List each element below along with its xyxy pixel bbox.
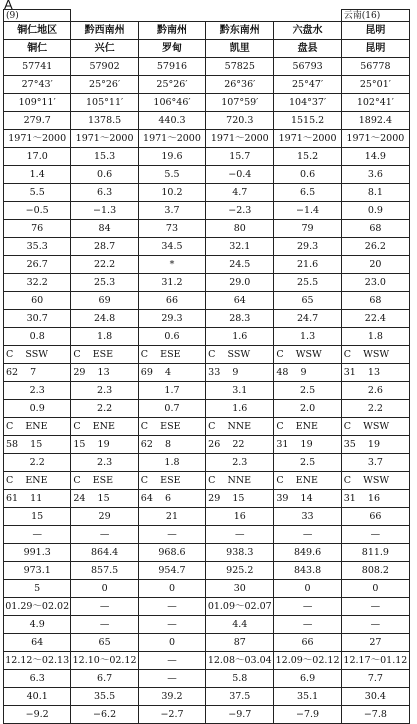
table-cell: 12.10～02.12 bbox=[71, 652, 138, 670]
table-cell: 57902 bbox=[71, 58, 138, 76]
table-row bbox=[4, 76, 410, 94]
table-cell: 69 bbox=[71, 292, 138, 310]
region-cell: 昆明 bbox=[341, 22, 409, 40]
table-cell: 12.12～02.13 bbox=[4, 652, 71, 670]
table-cell: 0 bbox=[341, 580, 409, 598]
table-cell: 0 bbox=[71, 580, 138, 598]
table-cell: 40.1 bbox=[4, 688, 71, 706]
table-cell: 864.4 bbox=[71, 544, 138, 562]
table-cell: C ENE bbox=[71, 418, 138, 436]
table-cell: 15.3 bbox=[71, 148, 138, 166]
table-cell: 39.2 bbox=[138, 688, 205, 706]
table-cell: 84 bbox=[71, 220, 138, 238]
table-cell: 12.17～01.12 bbox=[341, 652, 409, 670]
table-cell: 5.8 bbox=[206, 670, 274, 688]
table-cell: 68 bbox=[341, 292, 409, 310]
table-cell: 991.3 bbox=[4, 544, 71, 562]
table-cell: 21 bbox=[138, 508, 205, 526]
table-cell: C ENE bbox=[4, 418, 71, 436]
station-cell: 兴仁 bbox=[71, 40, 138, 58]
table-cell: 1971～2000 bbox=[341, 130, 409, 148]
table-cell: 0 bbox=[138, 580, 205, 598]
table-cell: 1971～2000 bbox=[4, 130, 71, 148]
table-cell: 64 6 bbox=[138, 490, 205, 508]
table-row bbox=[4, 634, 410, 652]
table-cell: 57741 bbox=[4, 58, 71, 76]
table-cell: 29.0 bbox=[206, 274, 274, 292]
station-cell: 铜仁 bbox=[4, 40, 71, 58]
table-cell: 25°01′ bbox=[341, 76, 409, 94]
table-cell: 105°11′ bbox=[71, 94, 138, 112]
table-cell: 26.2 bbox=[341, 238, 409, 256]
table-cell: 3.7 bbox=[138, 202, 205, 220]
table-cell: −7.8 bbox=[341, 706, 409, 724]
table-cell: 64 bbox=[4, 634, 71, 652]
table-cell: 19.6 bbox=[138, 148, 205, 166]
table-cell: 27 bbox=[341, 634, 409, 652]
table-row bbox=[4, 274, 410, 292]
table-cell: 65 bbox=[71, 634, 138, 652]
table-cell: — bbox=[274, 526, 341, 544]
table-cell: 24.5 bbox=[206, 256, 274, 274]
table-cell: 107°59′ bbox=[206, 94, 274, 112]
table-cell: — bbox=[4, 526, 71, 544]
table-cell: 29 15 bbox=[206, 490, 274, 508]
table-cell: 4.9 bbox=[4, 616, 71, 634]
table-cell: 66 bbox=[138, 292, 205, 310]
table-cell: C ESE bbox=[71, 472, 138, 490]
table-cell: 857.5 bbox=[71, 562, 138, 580]
table-cell: 279.7 bbox=[4, 112, 71, 130]
table-cell: 64 bbox=[206, 292, 274, 310]
table-row bbox=[4, 328, 410, 346]
table-cell: — bbox=[138, 526, 205, 544]
station-cell: 盘县 bbox=[274, 40, 341, 58]
table-cell: 2.5 bbox=[274, 454, 341, 472]
table-cell: 3.1 bbox=[206, 382, 274, 400]
table-cell: 1971～2000 bbox=[274, 130, 341, 148]
table-cell: 968.6 bbox=[138, 544, 205, 562]
table-row bbox=[4, 670, 410, 688]
table-cell: 68 bbox=[341, 220, 409, 238]
table-cell: 37.5 bbox=[206, 688, 274, 706]
table-row bbox=[4, 616, 410, 634]
table-row bbox=[4, 310, 410, 328]
table-cell: 2.3 bbox=[4, 382, 71, 400]
table-cell: 1378.5 bbox=[71, 112, 138, 130]
table-cell: 25°47′ bbox=[274, 76, 341, 94]
table-row bbox=[4, 544, 410, 562]
table-cell: 79 bbox=[274, 220, 341, 238]
table-cell: 10.2 bbox=[138, 184, 205, 202]
table-cell: 30 bbox=[206, 580, 274, 598]
table-row bbox=[4, 652, 410, 670]
table-row bbox=[4, 202, 410, 220]
table-cell: 938.3 bbox=[206, 544, 274, 562]
table-cell: 0.7 bbox=[138, 400, 205, 418]
table-cell: C SSW bbox=[206, 346, 274, 364]
table-cell: 1.3 bbox=[274, 328, 341, 346]
group-left-label: (9) bbox=[4, 10, 71, 22]
table-cell: 1515.2 bbox=[274, 112, 341, 130]
table-cell: C ESE bbox=[71, 346, 138, 364]
table-cell: 925.2 bbox=[206, 562, 274, 580]
table-row bbox=[4, 598, 410, 616]
table-cell: 2.3 bbox=[206, 454, 274, 472]
table-cell: 2.0 bbox=[274, 400, 341, 418]
table-cell: 62 8 bbox=[138, 436, 205, 454]
table-cell: 6.5 bbox=[274, 184, 341, 202]
table-cell: 0.9 bbox=[341, 202, 409, 220]
table-row bbox=[4, 580, 410, 598]
table-cell: 2.2 bbox=[71, 400, 138, 418]
table-cell: 4.7 bbox=[206, 184, 274, 202]
table-cell: — bbox=[138, 670, 205, 688]
table-cell: 104°37′ bbox=[274, 94, 341, 112]
station-row bbox=[4, 40, 410, 58]
table-cell: 57825 bbox=[206, 58, 274, 76]
table-cell: 24 15 bbox=[71, 490, 138, 508]
table-cell: 7.7 bbox=[341, 670, 409, 688]
table-cell: 0.6 bbox=[138, 328, 205, 346]
table-cell: — bbox=[138, 616, 205, 634]
table-cell: 60 bbox=[4, 292, 71, 310]
table-cell: 35 19 bbox=[341, 436, 409, 454]
table-row bbox=[4, 130, 410, 148]
table-cell: 01.29～02.02 bbox=[4, 598, 71, 616]
table-row bbox=[4, 292, 410, 310]
table-cell: 31 13 bbox=[341, 364, 409, 382]
table-row bbox=[4, 148, 410, 166]
table-row bbox=[4, 346, 410, 364]
table-cell: 48 9 bbox=[274, 364, 341, 382]
table-row bbox=[4, 94, 410, 112]
table-row bbox=[4, 220, 410, 238]
table-cell: 6.7 bbox=[71, 670, 138, 688]
table-cell: −9.7 bbox=[206, 706, 274, 724]
table-cell: — bbox=[138, 652, 205, 670]
table-cell: 35.1 bbox=[274, 688, 341, 706]
table-cell: 16 bbox=[206, 508, 274, 526]
table-cell: 1.8 bbox=[71, 328, 138, 346]
table-row bbox=[4, 238, 410, 256]
table-cell: 29 13 bbox=[71, 364, 138, 382]
climate-data-table bbox=[3, 9, 410, 724]
table-cell: — bbox=[341, 616, 409, 634]
table-cell: 33 bbox=[274, 508, 341, 526]
table-cell: * bbox=[138, 256, 205, 274]
table-cell: C ESE bbox=[138, 346, 205, 364]
table-cell: 0.9 bbox=[4, 400, 71, 418]
table-cell: 12.08～03.04 bbox=[206, 652, 274, 670]
table-cell: 28.7 bbox=[71, 238, 138, 256]
table-cell: 25.5 bbox=[274, 274, 341, 292]
table-cell: 1892.4 bbox=[341, 112, 409, 130]
table-cell: 6.3 bbox=[4, 670, 71, 688]
table-cell: 2.6 bbox=[341, 382, 409, 400]
table-cell: — bbox=[341, 526, 409, 544]
table-cell: 66 bbox=[341, 508, 409, 526]
table-cell: 61 11 bbox=[4, 490, 71, 508]
table-row bbox=[4, 184, 410, 202]
region-cell: 黔南州 bbox=[138, 22, 205, 40]
table-cell: 66 bbox=[274, 634, 341, 652]
table-cell: 39 14 bbox=[274, 490, 341, 508]
table-cell: 20 bbox=[341, 256, 409, 274]
table-cell: −0.4 bbox=[206, 166, 274, 184]
table-cell: 843.8 bbox=[274, 562, 341, 580]
table-cell: 6.3 bbox=[71, 184, 138, 202]
table-cell: C NNE bbox=[206, 418, 274, 436]
table-cell: 1971～2000 bbox=[206, 130, 274, 148]
table-cell: 2.2 bbox=[4, 454, 71, 472]
table-cell: 56793 bbox=[274, 58, 341, 76]
table-cell: 57916 bbox=[138, 58, 205, 76]
station-cell: 凯里 bbox=[206, 40, 274, 58]
table-row bbox=[4, 562, 410, 580]
table-cell: 849.6 bbox=[274, 544, 341, 562]
table-cell: −2.3 bbox=[206, 202, 274, 220]
region-cell: 六盘水 bbox=[274, 22, 341, 40]
table-cell: 58 15 bbox=[4, 436, 71, 454]
table-cell: 1.7 bbox=[138, 382, 205, 400]
table-cell: 12.09～02.12 bbox=[274, 652, 341, 670]
table-row bbox=[4, 112, 410, 130]
table-cell: 76 bbox=[4, 220, 71, 238]
table-cell: — bbox=[341, 598, 409, 616]
table-cell: C WSW bbox=[341, 472, 409, 490]
table-cell: — bbox=[71, 598, 138, 616]
table-row bbox=[4, 490, 410, 508]
table-cell: 102°41′ bbox=[341, 94, 409, 112]
table-row bbox=[4, 472, 410, 490]
table-cell: C ENE bbox=[274, 418, 341, 436]
table-cell: 5.5 bbox=[138, 166, 205, 184]
table-cell: 80 bbox=[206, 220, 274, 238]
table-cell: 720.3 bbox=[206, 112, 274, 130]
table-cell: 32.1 bbox=[206, 238, 274, 256]
table-cell: 1.4 bbox=[4, 166, 71, 184]
table-cell: 26.7 bbox=[4, 256, 71, 274]
table-cell: C WSW bbox=[274, 346, 341, 364]
table-cell: 2.3 bbox=[71, 454, 138, 472]
table-cell: 31 16 bbox=[341, 490, 409, 508]
table-cell: 28.3 bbox=[206, 310, 274, 328]
table-cell: 30.4 bbox=[341, 688, 409, 706]
table-cell: 973.1 bbox=[4, 562, 71, 580]
table-cell: 24.7 bbox=[274, 310, 341, 328]
table-cell: 22.2 bbox=[71, 256, 138, 274]
table-cell: 8.1 bbox=[341, 184, 409, 202]
table-cell: 29.3 bbox=[138, 310, 205, 328]
group-right-label: 云南(16) bbox=[341, 10, 409, 22]
table-cell: 35.5 bbox=[71, 688, 138, 706]
table-cell: 34.5 bbox=[138, 238, 205, 256]
table-cell: −9.2 bbox=[4, 706, 71, 724]
table-cell: 1.8 bbox=[138, 454, 205, 472]
table-cell: 0.6 bbox=[71, 166, 138, 184]
table-cell: 24.8 bbox=[71, 310, 138, 328]
table-cell: 1.6 bbox=[206, 400, 274, 418]
table-cell: −1.3 bbox=[71, 202, 138, 220]
table-row bbox=[4, 256, 410, 274]
table-cell: 31.2 bbox=[138, 274, 205, 292]
table-cell: 26°36′ bbox=[206, 76, 274, 94]
table-cell: — bbox=[206, 526, 274, 544]
table-cell: 31 19 bbox=[274, 436, 341, 454]
table-cell: 35.3 bbox=[4, 238, 71, 256]
table-cell: 0.6 bbox=[274, 166, 341, 184]
group-header-row bbox=[4, 10, 410, 22]
region-cell: 黔东南州 bbox=[206, 22, 274, 40]
table-cell: C NNE bbox=[206, 472, 274, 490]
table-cell: 65 bbox=[274, 292, 341, 310]
table-cell: — bbox=[138, 598, 205, 616]
table-row bbox=[4, 508, 410, 526]
table-cell: 1.8 bbox=[341, 328, 409, 346]
table-cell: 73 bbox=[138, 220, 205, 238]
table-cell: 56778 bbox=[341, 58, 409, 76]
table-row bbox=[4, 688, 410, 706]
table-cell: — bbox=[71, 616, 138, 634]
table-cell: 106°46′ bbox=[138, 94, 205, 112]
region-cell: 铜仁地区 bbox=[4, 22, 71, 40]
table-cell: 1971～2000 bbox=[71, 130, 138, 148]
table-row bbox=[4, 418, 410, 436]
table-cell: 14.9 bbox=[341, 148, 409, 166]
table-cell: 1.6 bbox=[206, 328, 274, 346]
table-cell: 2.3 bbox=[71, 382, 138, 400]
table-cell: C SSW bbox=[4, 346, 71, 364]
table-cell: — bbox=[274, 616, 341, 634]
table-row bbox=[4, 58, 410, 76]
station-cell: 昆明 bbox=[341, 40, 409, 58]
table-cell: 15.7 bbox=[206, 148, 274, 166]
table-cell: 22.4 bbox=[341, 310, 409, 328]
table-cell: 21.6 bbox=[274, 256, 341, 274]
station-cell: 罗甸 bbox=[138, 40, 205, 58]
table-cell: 69 4 bbox=[138, 364, 205, 382]
region-cell: 黔西南州 bbox=[71, 22, 138, 40]
table-cell: 27°43′ bbox=[4, 76, 71, 94]
table-cell: C ENE bbox=[4, 472, 71, 490]
table-cell: — bbox=[274, 598, 341, 616]
table-cell: 0 bbox=[274, 580, 341, 598]
table-cell: C ENE bbox=[274, 472, 341, 490]
table-cell: 0 bbox=[138, 634, 205, 652]
table-cell: −2.7 bbox=[138, 706, 205, 724]
table-cell: −7.9 bbox=[274, 706, 341, 724]
table-row bbox=[4, 436, 410, 454]
table-cell: 62 7 bbox=[4, 364, 71, 382]
table-cell: 32.2 bbox=[4, 274, 71, 292]
table-cell: 15 19 bbox=[71, 436, 138, 454]
page-letter: A bbox=[4, 0, 13, 12]
table-cell: C ESE bbox=[138, 472, 205, 490]
table-row bbox=[4, 166, 410, 184]
table-cell: 0.8 bbox=[4, 328, 71, 346]
table-cell: 109°11′ bbox=[4, 94, 71, 112]
table-row bbox=[4, 382, 410, 400]
table-cell: −0.5 bbox=[4, 202, 71, 220]
table-cell: 5 bbox=[4, 580, 71, 598]
table-cell: C WSW bbox=[341, 346, 409, 364]
table-cell: C WSW bbox=[341, 418, 409, 436]
table-cell: −6.2 bbox=[71, 706, 138, 724]
table-cell: 17.0 bbox=[4, 148, 71, 166]
table-cell: 30.7 bbox=[4, 310, 71, 328]
table-cell: 6.9 bbox=[274, 670, 341, 688]
table-row bbox=[4, 400, 410, 418]
table-cell: 4.4 bbox=[206, 616, 274, 634]
table-cell: 954.7 bbox=[138, 562, 205, 580]
table-row bbox=[4, 364, 410, 382]
table-row bbox=[4, 706, 410, 724]
table-cell: 29 bbox=[71, 508, 138, 526]
table-cell: 01.09～02.07 bbox=[206, 598, 274, 616]
table-cell: — bbox=[71, 526, 138, 544]
table-cell: 811.9 bbox=[341, 544, 409, 562]
table-cell: C ESE bbox=[138, 418, 205, 436]
table-cell: −1.4 bbox=[274, 202, 341, 220]
table-cell: 1971～2000 bbox=[138, 130, 205, 148]
table-cell: 25°26′ bbox=[138, 76, 205, 94]
table-cell: 26 22 bbox=[206, 436, 274, 454]
table-cell: 87 bbox=[206, 634, 274, 652]
table-cell: 2.2 bbox=[341, 400, 409, 418]
table-cell: 25.3 bbox=[71, 274, 138, 292]
table-cell: 15.2 bbox=[274, 148, 341, 166]
table-cell: 5.5 bbox=[4, 184, 71, 202]
table-cell: 2.5 bbox=[274, 382, 341, 400]
table-cell: 440.3 bbox=[138, 112, 205, 130]
table-cell: 15 bbox=[4, 508, 71, 526]
table-cell: 29.3 bbox=[274, 238, 341, 256]
region-row bbox=[4, 22, 410, 40]
table-cell: 808.2 bbox=[341, 562, 409, 580]
table-row bbox=[4, 454, 410, 472]
table-cell: 23.0 bbox=[341, 274, 409, 292]
table-cell: 3.7 bbox=[341, 454, 409, 472]
table-cell: 3.6 bbox=[341, 166, 409, 184]
table-cell: 25°26′ bbox=[71, 76, 138, 94]
table-row bbox=[4, 526, 410, 544]
table-cell: 33 9 bbox=[206, 364, 274, 382]
